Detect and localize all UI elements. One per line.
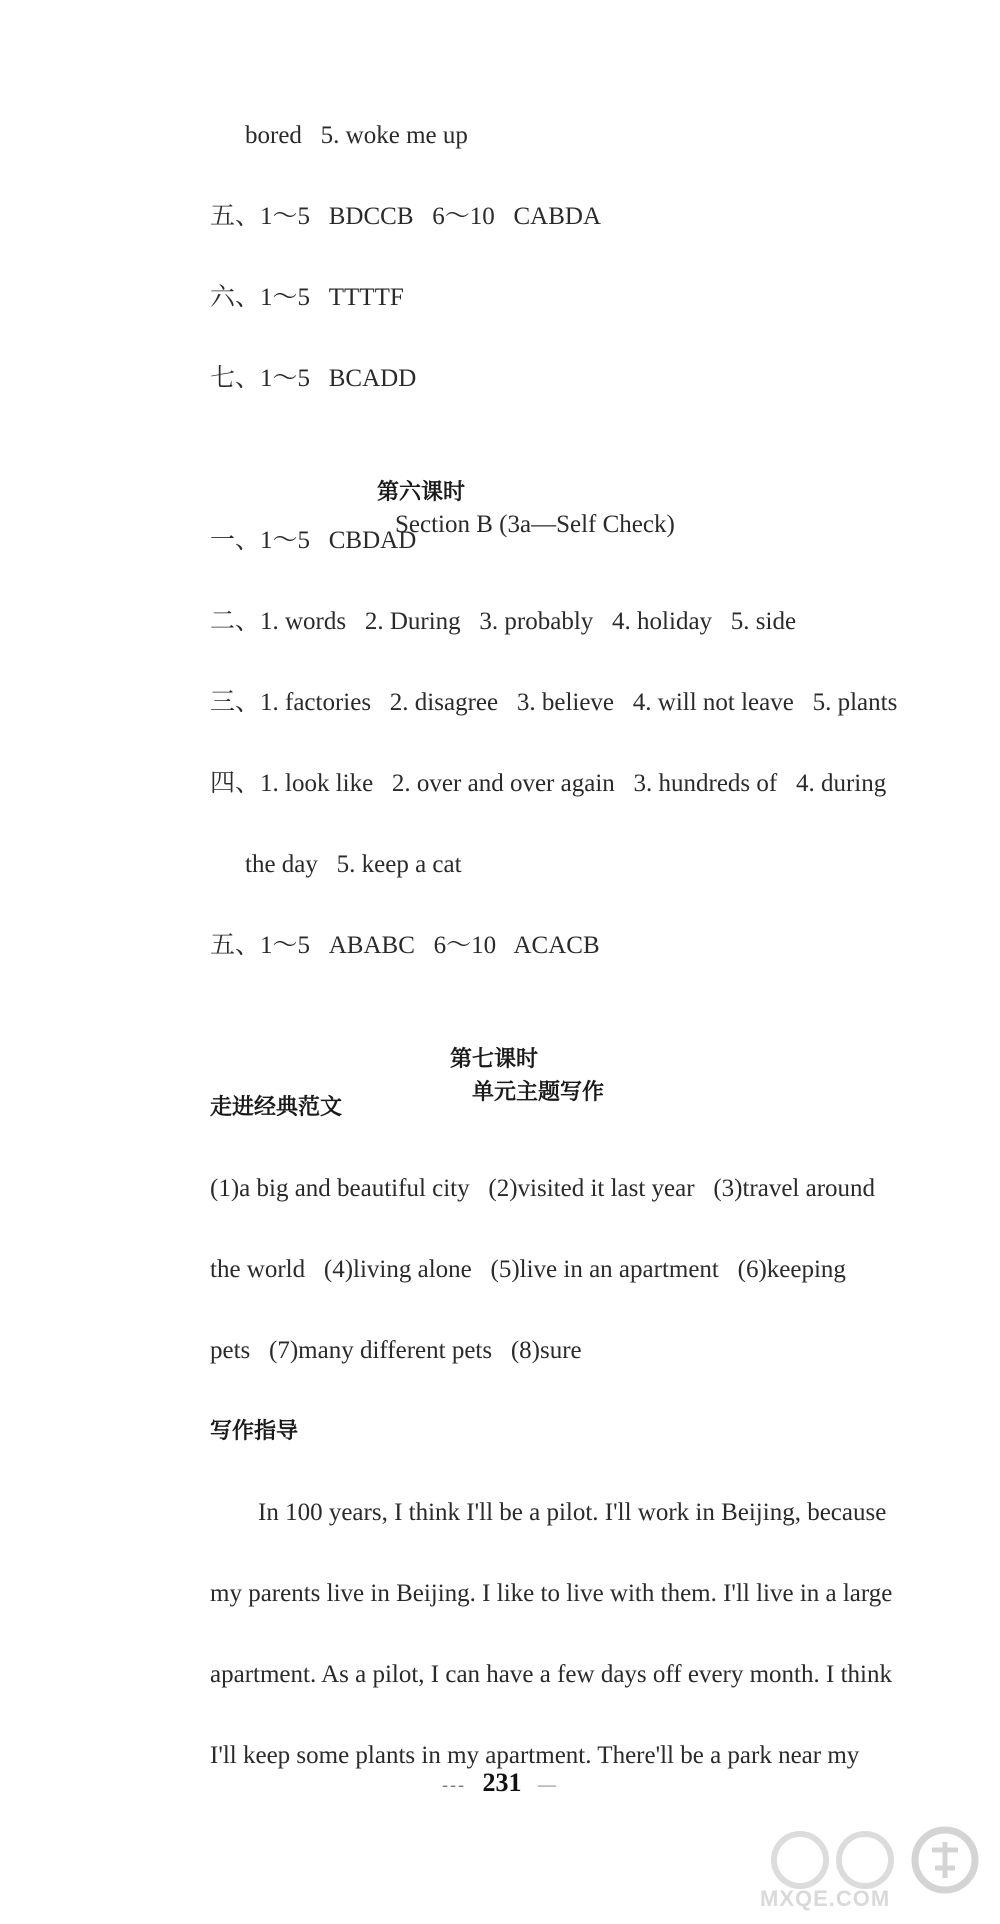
essay-line-4: I'll keep some plants in my apartment. There'll be a park near my xyxy=(210,1742,860,1769)
section-writing-guide: 写作指导 xyxy=(210,1419,299,1444)
essay-line-1: In 100 years, I think I'll be a pilot. I'll work in Beijing, because xyxy=(258,1499,887,1526)
answer-line-4: 七、1～5 BCADD xyxy=(210,365,417,392)
heading-lesson-7-label: 第七课时 xyxy=(450,1047,539,1072)
watermark-text: MXQE.COM xyxy=(760,1886,891,1911)
answer-line-12: the world (4)living alone (5)live in an apartment (6)keeping xyxy=(210,1256,846,1283)
answer-line-13: pets (7)many different pets (8)sure xyxy=(210,1337,582,1364)
heading-lesson-7 xyxy=(438,1011,604,1109)
answer-line-6: 二、1. words 2. During 3. probably 4. holiday 5. side xyxy=(210,608,797,635)
heading-lesson-6-sub: Section B (3a—Self Check) xyxy=(395,511,675,538)
heading-lesson-7-sub: 单元主题写作 xyxy=(472,1080,605,1105)
essay-line-2: my parents live in Beijing. I like to live with them. I'll live in a large xyxy=(210,1580,893,1607)
answer-line-8: 四、1. look like 2. over and over again 3. hundreds of 4. during xyxy=(210,770,887,797)
answer-line-2: 五、1～5 BDCCB 6～10 CABDA xyxy=(210,203,602,230)
page-number: --- 231 — xyxy=(442,1768,558,1797)
answer-line-10: 五、1～5 ABABC 6～10 ACACB xyxy=(210,932,600,959)
page-number-value: 231 xyxy=(482,1768,522,1797)
answer-line-7: 三、1. factories 2. disagree 3. believe 4. will not leave 5. plants xyxy=(210,689,898,716)
answer-line-5: 一、1～5 CBDAD xyxy=(210,527,417,554)
answer-line-9: the day 5. keep a cat xyxy=(245,851,462,878)
essay-line-3: apartment. As a pilot, I can have a few days off every month. I think xyxy=(210,1661,892,1688)
answer-line-1: bored 5. woke me up xyxy=(245,122,468,149)
section-model-essay: 走进经典范文 xyxy=(210,1095,343,1120)
answer-line-3: 六、1～5 TTTTF xyxy=(210,284,404,311)
heading-lesson-6-label: 第六课时 xyxy=(377,480,466,505)
answer-line-11: (1)a big and beautiful city (2)visited it last year (3)travel around xyxy=(210,1175,876,1202)
